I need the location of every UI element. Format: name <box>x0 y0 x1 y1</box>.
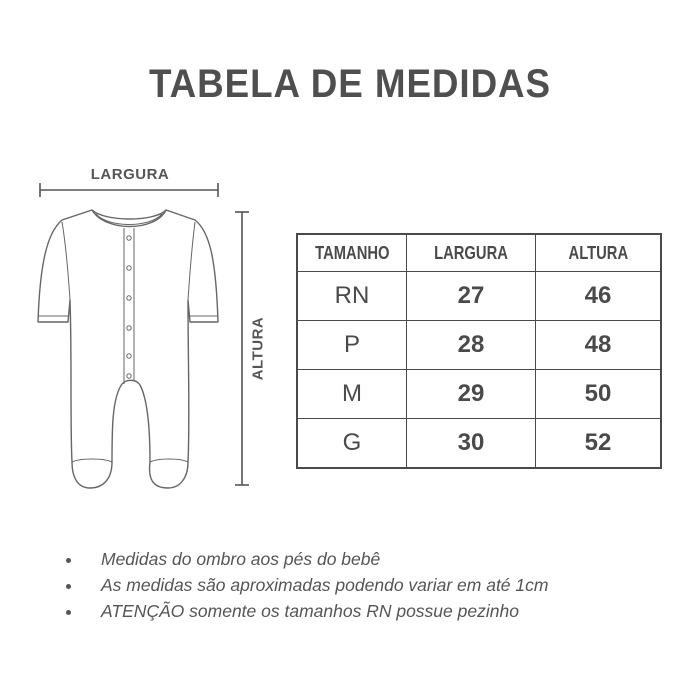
height-cell: 48 <box>536 321 662 370</box>
size-cell: M <box>297 370 407 419</box>
baby-onesie-icon <box>38 210 218 488</box>
width-label: LARGURA <box>90 166 170 183</box>
onesie-buttons <box>127 236 131 378</box>
size-cell: G <box>297 419 407 469</box>
header-height: ALTURA <box>536 234 662 272</box>
height-label: ALTURA <box>249 316 267 381</box>
header-size: TAMANHO <box>297 234 407 272</box>
note-item: • As medidas são aproximadas podendo variar em até 1cm <box>83 572 548 598</box>
height-cell: 50 <box>536 370 662 419</box>
width-cell: 27 <box>407 272 536 321</box>
table-row <box>297 272 661 321</box>
note-item: • ATENÇÃO somente os tamanhos RN possue pezinho <box>83 598 548 624</box>
width-cell: 28 <box>407 321 536 370</box>
page-title: TABELA DE MEDIDAS <box>148 62 552 106</box>
height-cell: 52 <box>536 419 662 469</box>
table-row <box>297 370 661 419</box>
table-row <box>297 321 661 370</box>
height-dimension-line <box>235 212 249 485</box>
table-row <box>297 419 661 469</box>
table-header-row <box>297 234 661 272</box>
notes-list <box>65 546 548 624</box>
width-cell: 29 <box>407 370 536 419</box>
width-dimension-line <box>40 183 218 197</box>
note-item: • Medidas do ombro aos pés do bebê <box>83 546 548 572</box>
header-width: LARGURA <box>407 234 536 272</box>
height-cell: 46 <box>536 272 662 321</box>
size-table <box>296 233 662 469</box>
width-cell: 30 <box>407 419 536 469</box>
size-cell: P <box>297 321 407 370</box>
size-cell: RN <box>297 272 407 321</box>
